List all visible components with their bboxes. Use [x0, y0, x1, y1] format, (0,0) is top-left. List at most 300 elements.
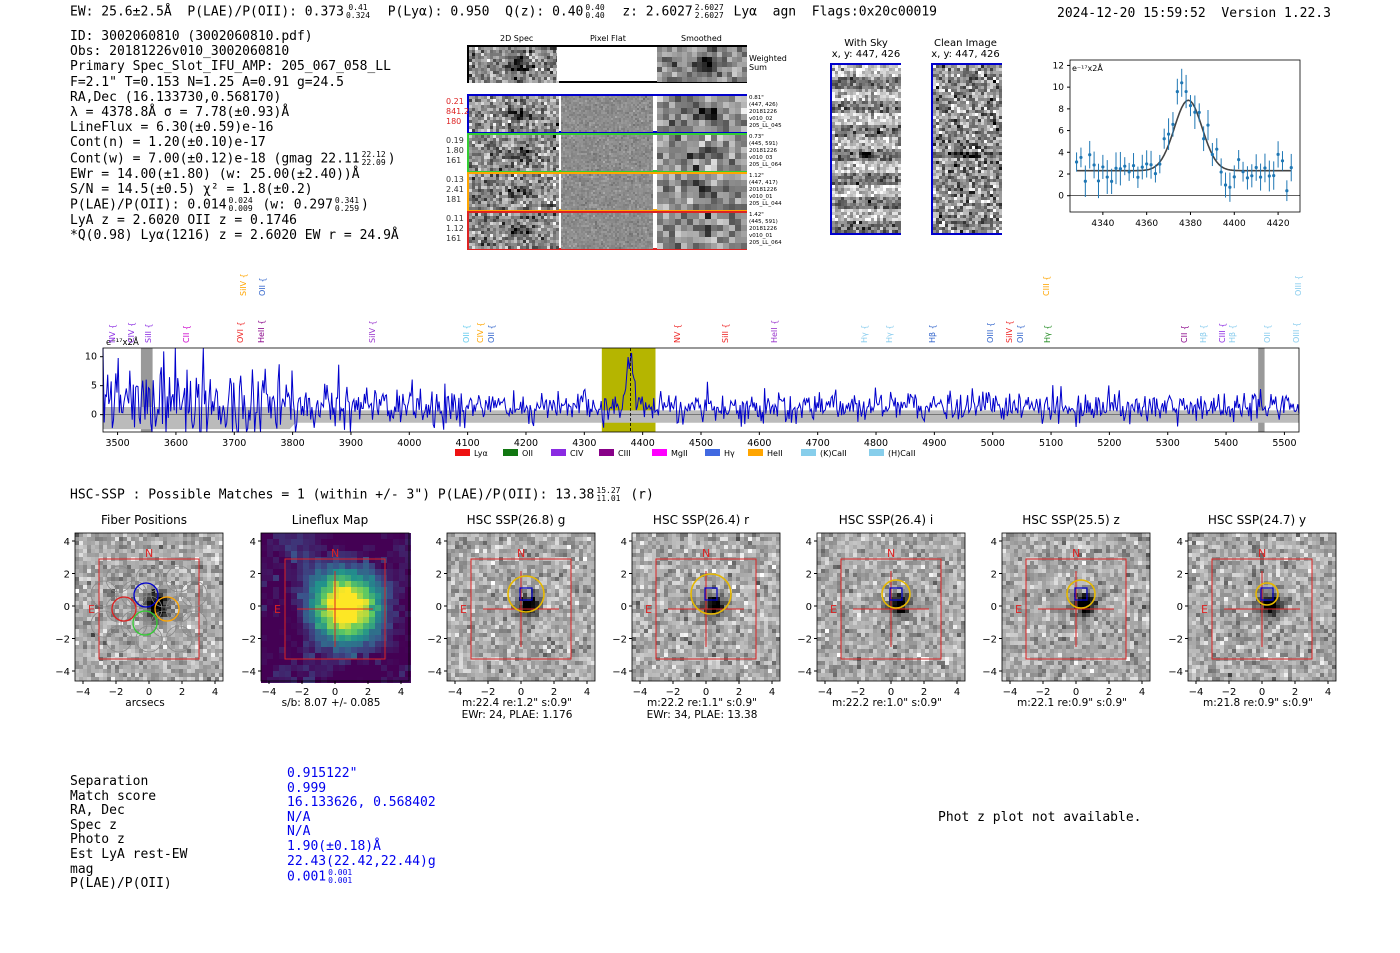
- clean-pixel: [972, 134, 975, 137]
- clean-pixel: [987, 110, 990, 113]
- clean-pixel: [948, 164, 951, 167]
- clean-pixel: [948, 68, 951, 71]
- clean-pixel: [960, 158, 963, 161]
- image-pixel: [215, 533, 219, 537]
- sky-pixel: [886, 110, 889, 113]
- clean-pixel: [999, 200, 1002, 203]
- sky-pixel: [841, 173, 844, 176]
- sky-pixel: [856, 104, 859, 107]
- sky-pixel: [871, 188, 874, 191]
- sky-pixel: [898, 137, 901, 140]
- image-pixel: [315, 551, 321, 557]
- sky-pixel: [841, 149, 844, 152]
- clean-pixel: [954, 107, 957, 110]
- sky-pixel: [844, 74, 847, 77]
- image-pixel: [115, 553, 119, 557]
- clean-pixel: [954, 212, 957, 215]
- sky-pixel: [883, 86, 886, 89]
- sky-pixel: [877, 224, 880, 227]
- clean-pixel: [960, 140, 963, 143]
- image-pixel: [183, 605, 187, 609]
- image-pixel: [175, 669, 179, 673]
- sky-pixel: [856, 197, 859, 200]
- image-pixel: [167, 665, 171, 669]
- image-pixel: [167, 545, 171, 549]
- image-pixel: [215, 613, 219, 617]
- image-pixel: [171, 541, 175, 545]
- image-pixel: [107, 561, 111, 565]
- sky-pixel: [895, 86, 898, 89]
- sky-pixel: [850, 128, 853, 131]
- sky-pixel: [898, 227, 901, 230]
- clean-pixel: [969, 200, 972, 203]
- image-pixel: [87, 625, 91, 629]
- sky-pixel: [859, 149, 862, 152]
- clean-pixel: [978, 197, 981, 200]
- image-pixel: [399, 659, 405, 665]
- image-pixel: [339, 575, 345, 581]
- sky-pixel: [847, 146, 850, 149]
- clean-pixel: [942, 98, 945, 101]
- clean-pixel: [960, 197, 963, 200]
- plae-text: P(LAE)/P(OII): 0.014: [70, 197, 227, 213]
- sky-pixel: [835, 98, 838, 101]
- image-pixel: [99, 653, 103, 657]
- image-pixel: [279, 533, 285, 539]
- image-pixel: [135, 593, 139, 597]
- sky-pixel: [895, 188, 898, 191]
- image-pixel: [75, 541, 79, 545]
- sky-pixel: [898, 116, 901, 119]
- image-pixel: [83, 573, 87, 577]
- sky-pixel: [874, 65, 877, 68]
- sky-pixel: [895, 149, 898, 152]
- clean-pixel: [945, 92, 948, 95]
- data-point: [1145, 162, 1148, 165]
- sky-pixel: [895, 122, 898, 125]
- clean-pixel: [966, 95, 969, 98]
- clean-pixel: [987, 107, 990, 110]
- fiber-meta-line: 0.73": [749, 134, 764, 140]
- image-pixel: [291, 641, 297, 647]
- image-pixel: [115, 573, 119, 577]
- image-pixel: [99, 585, 103, 589]
- x-tick-label: 4600: [747, 438, 772, 449]
- sky-pixel: [853, 155, 856, 158]
- clean-pixel: [942, 152, 945, 155]
- clean-pixel: [951, 131, 954, 134]
- image-pixel: [215, 557, 219, 561]
- sky-pixel: [880, 200, 883, 203]
- image-pixel: [187, 669, 191, 673]
- image-pixel: [219, 669, 223, 673]
- clean-pixel: [993, 212, 996, 215]
- sky-pixel: [898, 188, 901, 191]
- image-pixel: [215, 629, 219, 633]
- sky-pixel: [844, 182, 847, 185]
- image-pixel: [363, 647, 369, 653]
- image-pixel: [321, 563, 327, 569]
- image-pixel: [207, 589, 211, 593]
- clean-pixel: [978, 95, 981, 98]
- clean-pixel: [993, 161, 996, 164]
- image-pixel: [87, 669, 91, 673]
- clean-pixel: [963, 134, 966, 137]
- sky-pixel: [862, 131, 865, 134]
- clean-pixel: [972, 188, 975, 191]
- image-pixel: [381, 533, 387, 539]
- clean-pixel: [978, 113, 981, 116]
- image-pixel: [147, 653, 151, 657]
- image-pixel: [297, 611, 303, 617]
- clean-pixel: [972, 215, 975, 218]
- clean-pixel: [957, 149, 960, 152]
- data-point: [1224, 183, 1227, 186]
- image-pixel: [191, 589, 195, 593]
- image-pixel: [375, 647, 381, 653]
- x-tick-label: 3900: [338, 438, 364, 449]
- sky-pixel: [880, 71, 883, 74]
- clean-pixel: [969, 116, 972, 119]
- sky-pixel: [844, 113, 847, 116]
- image-pixel: [151, 637, 155, 641]
- sky-pixel: [835, 188, 838, 191]
- sky-pixel: [844, 197, 847, 200]
- image-pixel: [119, 613, 123, 617]
- clean-pixel: [990, 230, 993, 233]
- image-pixel: [115, 669, 119, 673]
- image-pixel: [327, 563, 333, 569]
- line-label: OVI {: [236, 321, 245, 343]
- clean-pixel: [990, 143, 993, 146]
- clean-pixel: [951, 176, 954, 179]
- image-pixel: [291, 623, 297, 629]
- sky-pixel: [892, 134, 895, 137]
- sky-pixel: [844, 125, 847, 128]
- sky-pixel: [889, 203, 892, 206]
- image-pixel: [79, 625, 83, 629]
- sky-pixel: [841, 194, 844, 197]
- clean-pixel: [972, 227, 975, 230]
- sky-pixel: [856, 140, 859, 143]
- sky-pixel: [859, 155, 862, 158]
- clean-pixel: [978, 80, 981, 83]
- x-tick-label: 0: [331, 687, 339, 698]
- clean-pixel: [966, 131, 969, 134]
- sky-pixel: [832, 191, 835, 194]
- cont-n: Cont(n) = 1.20(±0.10)e-17: [70, 135, 266, 151]
- x-tick-label: 4400: [1222, 219, 1246, 229]
- image-pixel: [111, 621, 115, 625]
- clean-pixel: [993, 116, 996, 119]
- clean-pixel: [993, 95, 996, 98]
- image-pixel: [369, 671, 375, 677]
- clean-pixel: [942, 197, 945, 200]
- clean-pixel: [975, 176, 978, 179]
- image-pixel: [167, 669, 171, 673]
- image-pixel: [203, 605, 207, 609]
- sky-pixel: [871, 182, 874, 185]
- full-spectrum-chart: [60, 275, 1310, 465]
- clean-pixel: [960, 161, 963, 164]
- clean-pixel: [981, 215, 984, 218]
- image-pixel: [203, 673, 207, 677]
- flags-value: Flags:0x20c00019: [811, 4, 938, 20]
- clean-pixel: [990, 65, 993, 68]
- sky-pixel: [859, 74, 862, 77]
- clean-pixel: [984, 206, 987, 209]
- image-pixel: [175, 577, 179, 581]
- image-pixel: [261, 635, 267, 641]
- clean-pixel: [942, 125, 945, 128]
- clean-pixel: [990, 212, 993, 215]
- clean-pixel: [990, 161, 993, 164]
- image-pixel: [321, 545, 327, 551]
- clean-pixel: [981, 80, 984, 83]
- clean-pixel: [945, 68, 948, 71]
- image-pixel: [195, 589, 199, 593]
- image-pixel: [99, 625, 103, 629]
- image-pixel: [393, 581, 399, 587]
- image-pixel: [163, 673, 167, 677]
- clean-pixel: [975, 158, 978, 161]
- sky-pixel: [892, 197, 895, 200]
- clean-pixel: [963, 116, 966, 119]
- image-pixel: [151, 537, 155, 541]
- clean-pixel: [978, 89, 981, 92]
- clean-pixel: [933, 137, 936, 140]
- clean-pixel: [963, 137, 966, 140]
- image-pixel: [357, 629, 363, 635]
- sky-pixel: [853, 131, 856, 134]
- clean-pixel: [954, 86, 957, 89]
- sky-pixel: [880, 119, 883, 122]
- image-pixel: [199, 673, 203, 677]
- clean-pixel: [987, 176, 990, 179]
- image-pixel: [211, 673, 215, 677]
- image-pixel: [211, 637, 215, 641]
- sky-pixel: [841, 125, 844, 128]
- image-pixel: [279, 569, 285, 575]
- image-pixel: [387, 635, 393, 641]
- clean-pixel: [948, 95, 951, 98]
- image-pixel: [211, 581, 215, 585]
- image-pixel: [83, 661, 87, 665]
- clean-pixel: [936, 152, 939, 155]
- sky-pixel: [877, 86, 880, 89]
- image-pixel: [103, 553, 107, 557]
- clean-pixel: [948, 161, 951, 164]
- image-pixel: [155, 661, 159, 665]
- sky-pixel: [847, 194, 850, 197]
- clean-pixel: [972, 197, 975, 200]
- image-pixel: [91, 573, 95, 577]
- image-pixel: [95, 561, 99, 565]
- sky-pixel: [877, 101, 880, 104]
- image-pixel: [215, 553, 219, 557]
- clean-pixel: [975, 119, 978, 122]
- image-pixel: [83, 669, 87, 673]
- clean-pixel: [990, 176, 993, 179]
- sky-pixel: [871, 152, 874, 155]
- clean-pixel: [963, 206, 966, 209]
- clean-pixel: [945, 194, 948, 197]
- clean-pixel: [936, 209, 939, 212]
- image-pixel: [107, 545, 111, 549]
- sky-pixel: [835, 83, 838, 86]
- image-pixel: [163, 541, 167, 545]
- sky-pixel: [862, 209, 865, 212]
- image-pixel: [151, 641, 155, 645]
- clean-pixel: [975, 122, 978, 125]
- clean-pixel: [972, 230, 975, 233]
- image-pixel: [195, 549, 199, 553]
- image-pixel: [147, 533, 151, 537]
- fiber-meta: [749, 173, 782, 208]
- sky-pixel: [865, 122, 868, 125]
- image-pixel: [195, 641, 199, 645]
- sky-pixel: [859, 176, 862, 179]
- image-pixel: [119, 665, 123, 669]
- sky-pixel: [874, 158, 877, 161]
- clean-pixel: [972, 122, 975, 125]
- sky-pixel: [835, 74, 838, 77]
- image-pixel: [143, 573, 147, 577]
- image-pixel: [83, 585, 87, 589]
- sky-pixel: [877, 125, 880, 128]
- image-pixel: [127, 669, 131, 673]
- image-pixel: [219, 641, 223, 645]
- clean-pixel: [939, 83, 942, 86]
- sky-pixel: [856, 134, 859, 137]
- sky-pixel: [868, 194, 871, 197]
- image-pixel: [103, 645, 107, 649]
- image-pixel: [143, 661, 147, 665]
- sky-pixel: [865, 143, 868, 146]
- sky-pixel: [895, 191, 898, 194]
- image-pixel: [351, 605, 357, 611]
- image-pixel: [285, 593, 291, 599]
- clean-pixel: [978, 116, 981, 119]
- x-tick-label: 4200: [513, 438, 539, 449]
- sky-pixel: [853, 119, 856, 122]
- sky-pixel: [835, 131, 838, 134]
- sky-pixel: [898, 200, 901, 203]
- clean-pixel: [951, 203, 954, 206]
- sky-pixel: [850, 212, 853, 215]
- clean-pixel: [936, 140, 939, 143]
- sky-pixel: [898, 131, 901, 134]
- image-pixel: [159, 661, 163, 665]
- image-pixel: [91, 657, 95, 661]
- clean-pixel: [936, 158, 939, 161]
- sky-pixel: [850, 158, 853, 161]
- image-pixel: [267, 581, 273, 587]
- clean-pixel: [963, 101, 966, 104]
- image-pixel: [135, 545, 139, 549]
- sky-pixel: [883, 188, 886, 191]
- sky-pixel: [877, 200, 880, 203]
- image-pixel: [357, 671, 363, 677]
- image-pixel: [211, 545, 215, 549]
- sky-pixel: [889, 149, 892, 152]
- sky-pixel: [895, 89, 898, 92]
- clean-pixel: [963, 143, 966, 146]
- sky-pixel: [889, 143, 892, 146]
- image-pixel: [75, 665, 79, 669]
- sky-pixel: [856, 158, 859, 161]
- sky-pixel: [868, 98, 871, 101]
- sky-pixel: [853, 149, 856, 152]
- image-pixel: [95, 573, 99, 577]
- clean-pixel: [987, 92, 990, 95]
- image-pixel: [207, 633, 211, 637]
- sky-pixel: [880, 227, 883, 230]
- fiber-cutout-row: [467, 172, 747, 211]
- clean-pixel: [978, 143, 981, 146]
- image-pixel: [119, 565, 123, 569]
- clean-image-label: Clean Image: [934, 38, 997, 49]
- sky-pixel: [844, 71, 847, 74]
- image-pixel: [83, 541, 87, 545]
- with-sky-xy: x, y: 447, 426: [831, 49, 901, 60]
- sky-pixel: [892, 80, 895, 83]
- clean-pixel: [951, 98, 954, 101]
- data-point: [1233, 175, 1236, 178]
- clean-pixel: [984, 209, 987, 212]
- sky-pixel: [844, 86, 847, 89]
- sky-pixel: [898, 185, 901, 188]
- sky-pixel: [847, 152, 850, 155]
- sky-pixel: [883, 92, 886, 95]
- image-pixel: [219, 565, 223, 569]
- clean-pixel: [942, 74, 945, 77]
- clean-pixel: [978, 203, 981, 206]
- image-pixel: [99, 617, 103, 621]
- sky-pixel: [898, 191, 901, 194]
- clean-pixel: [936, 128, 939, 131]
- clean-pixel: [933, 101, 936, 104]
- image-pixel: [139, 621, 143, 625]
- clean-pixel: [936, 89, 939, 92]
- image-pixel: [207, 593, 211, 597]
- image-pixel: [199, 617, 203, 621]
- sky-pixel: [850, 209, 853, 212]
- sky-pixel: [832, 131, 835, 134]
- image-pixel: [393, 623, 399, 629]
- clean-pixel: [942, 68, 945, 71]
- sky-pixel: [850, 104, 853, 107]
- clean-pixel: [960, 77, 963, 80]
- image-pixel: [405, 593, 411, 599]
- image-pixel: [91, 653, 95, 657]
- clean-pixel: [966, 86, 969, 89]
- clean-pixel: [990, 218, 993, 221]
- sky-pixel: [847, 224, 850, 227]
- image-pixel: [303, 533, 309, 539]
- x-tick-label: 5300: [1155, 438, 1180, 449]
- image-pixel: [309, 665, 315, 671]
- clean-pixel: [987, 71, 990, 74]
- data-point: [1180, 81, 1183, 84]
- sky-pixel: [862, 155, 865, 158]
- sky-pixel: [856, 176, 859, 179]
- clean-pixel: [993, 89, 996, 92]
- sky-pixel: [850, 152, 853, 155]
- image-pixel: [267, 665, 273, 671]
- clean-pixel: [981, 143, 984, 146]
- clean-pixel: [939, 173, 942, 176]
